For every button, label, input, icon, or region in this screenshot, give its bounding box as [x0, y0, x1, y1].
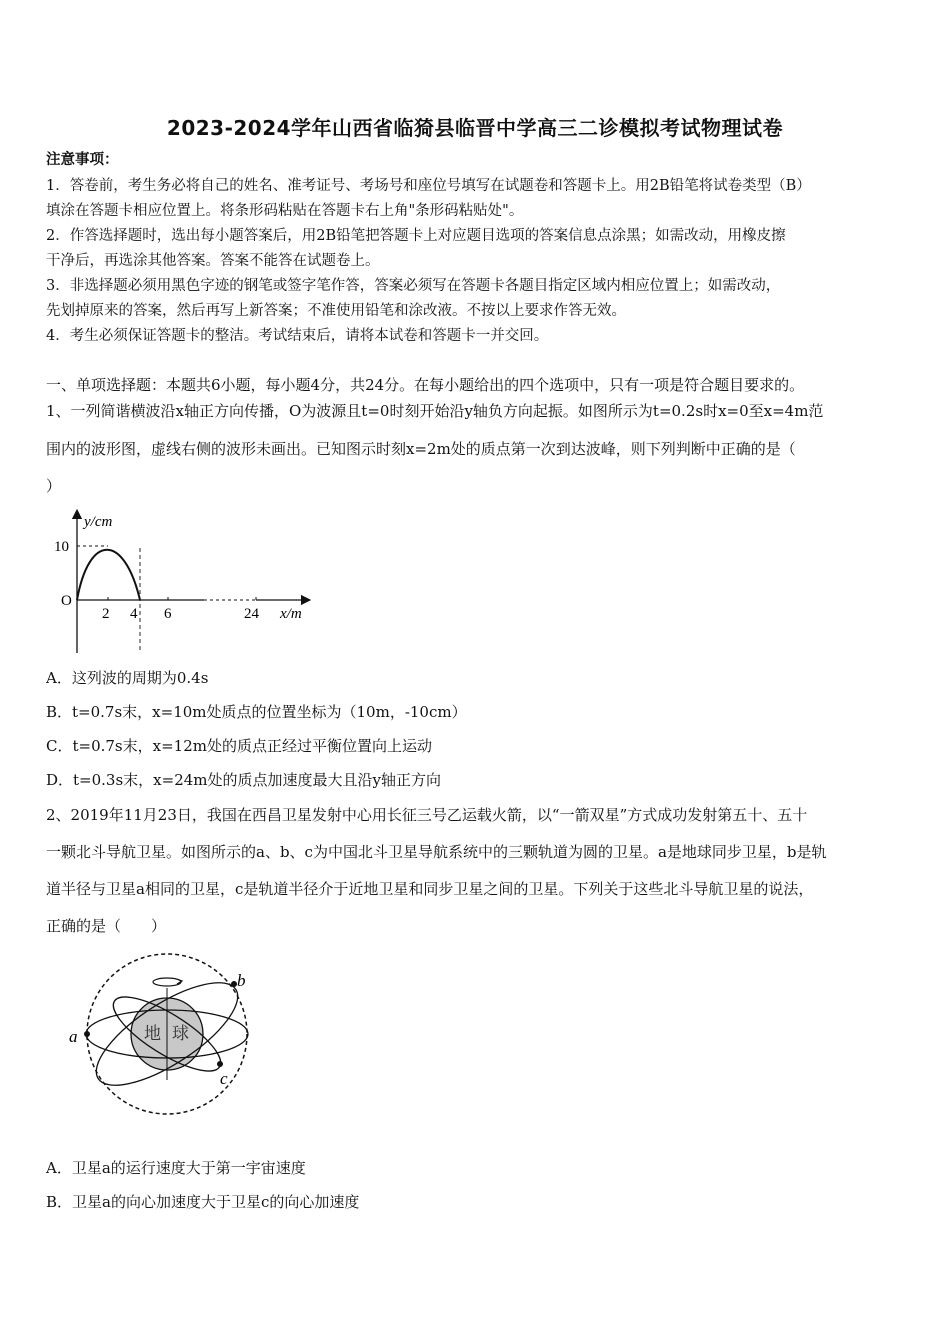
notice-line: 干净后，再选涂其他答案。答案不能答在试题卷上。	[46, 253, 380, 269]
q1-option-a: A．这列波的周期为0.4s	[46, 669, 209, 687]
notice-line: 3．非选择题必须用黑色字迹的钢笔或签字笔作答，答案必须写在答题卡各题目指定区域内相应位置上；如需改动，	[46, 278, 781, 294]
q2-stem-line: 道半径与卫星a相同的卫星，c是轨道半径介于近地卫星和同步卫星之间的卫星。下列关于这些北斗导航卫星的说法，	[46, 880, 814, 898]
x-axis-label: x/m	[280, 606, 302, 622]
satellite-a-label: a	[69, 1027, 78, 1046]
q1-option-c: C．t=0.7s末，x=12m处的质点正经过平衡位置向上运动	[46, 737, 432, 755]
q1-option-b: B．t=0.7s末，x=10m处质点的位置坐标为（10m，-10cm）	[46, 703, 467, 721]
x-tick-label: 4	[130, 606, 138, 622]
q1-option-d: D．t=0.3s末，x=24m处的质点加速度最大且沿y轴正方向	[46, 771, 441, 789]
origin-label: O	[61, 593, 72, 609]
x-tick-label: 6	[164, 606, 172, 622]
rotation-arrow	[153, 978, 181, 986]
notice-line: 4．考生必须保证答题卡的整洁。考试结束后，请将本试卷和答题卡一并交回。	[46, 328, 549, 344]
wave-curve	[77, 550, 140, 600]
q1-stem-line: ）	[46, 477, 62, 495]
y-tick-label: 10	[54, 539, 69, 555]
q2-stem-line: 正确的是（ ）	[46, 917, 167, 935]
satellite-c-dot	[217, 1061, 223, 1067]
q1-stem-line: 围内的波形图，虚线右侧的波形未画出。已知图示时刻x=2m处的质点第一次到达波峰，则下列判断中正确的是（	[46, 440, 796, 458]
earth-label: 地	[144, 1024, 161, 1044]
q1-stem-line: 1、一列简谐横波沿x轴正方向传播，O为波源且t=0时刻开始沿y轴负方向起振。如图所示为t=0.2s时x=0至x=4m范	[46, 402, 824, 420]
notice-line: 填涂在答题卡相应位置上。将条形码粘贴在答题卡右上角"条形码粘贴处"。	[46, 203, 524, 219]
section-heading: 一、单项选择题：本题共6小题，每小题4分，共24分。在每小题给出的四个选项中，只有一项是符合题目要求的。	[46, 376, 805, 394]
earth-label: 球	[172, 1024, 189, 1044]
page-title: 2023-2024学年山西省临猗县临晋中学高三二诊模拟考试物理试卷	[166, 116, 784, 140]
satellite-b-label: b	[237, 971, 246, 990]
satellite-c-label: c	[220, 1069, 228, 1088]
satellite-orbit-diagram	[62, 948, 262, 1120]
q2-stem-line: 一颗北斗导航卫星。如图所示的a、b、c为中国北斗卫星导航系统中的三颗轨道为圆的卫星。a是地球同步卫星，b是轨	[46, 843, 827, 861]
notice-line: 2．作答选择题时，选出每小题答案后，用2B铅笔把答题卡上对应题目选项的答案信息点涂黑；如需改动，用橡皮擦	[46, 228, 786, 244]
q2-option-b: B．卫星a的向心加速度大于卫星c的向心加速度	[46, 1193, 360, 1211]
x-tick-label: 24	[244, 606, 259, 622]
q2-option-a: A．卫星a的运行速度大于第一宇宙速度	[46, 1159, 306, 1177]
x-tick-label: 2	[102, 606, 110, 622]
notice-heading: 注意事项：	[46, 151, 119, 168]
y-axis-label: y/cm	[84, 514, 113, 530]
notice-line: 先划掉原来的答案，然后再写上新答案；不准使用铅笔和涂改液。不按以上要求作答无效。	[46, 303, 626, 319]
q2-stem-line: 2、2019年11月23日，我国在西昌卫星发射中心用长征三号乙运载火箭，以“一箭双星”方式成功发射第五十、五十	[46, 806, 808, 824]
notice-line: 1．答卷前，考生务必将自己的姓名、准考证号、考场号和座位号填写在试题卷和答题卡上。用2B铅笔将试卷类型（B）	[46, 178, 811, 194]
satellite-a-dot	[84, 1031, 90, 1037]
wave-graph	[44, 508, 324, 658]
